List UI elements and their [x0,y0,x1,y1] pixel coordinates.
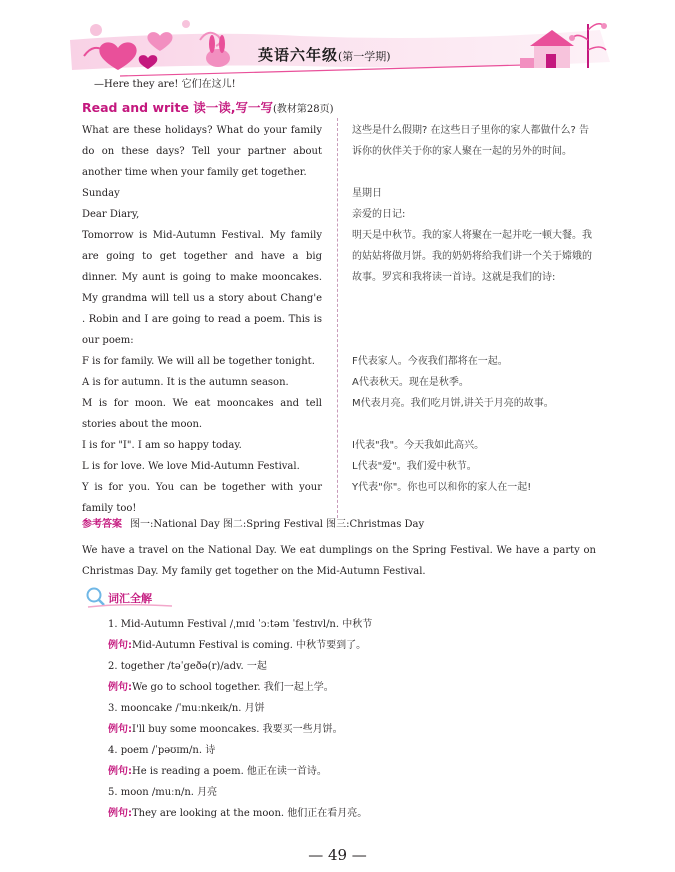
chinese-poem-line: F代表家人。今夜我们都将在一起。 [352,356,508,367]
top-line: —Here they are! 它们在这儿! [94,79,236,90]
english-column [82,120,322,519]
vocab-example [108,761,588,782]
english-poem-line: A is for autumn. It is the autumn season. [82,377,289,388]
vocab-example [108,635,588,656]
chinese-day: 星期日 [352,188,382,199]
magnifier-icon [88,589,101,602]
vocab-entry: 3. mooncake /ˈmuːnkeɪk/n. 月饼 [108,703,265,714]
english-poem-line: I is for "I". I am so happy today. [82,440,242,451]
english-poem-line: F is for family. We will all be together tonight. [82,356,315,367]
section-title [82,98,334,116]
vocab-title: 词汇全解 [108,592,152,605]
answer-label: 参考答案 [82,519,122,530]
chinese-poem-line: L代表"爱"。我们爱中秋节。 [352,461,477,472]
chinese-column [352,120,598,498]
section-title-note: (教材第28页) [273,104,334,115]
vocab-example [108,719,588,740]
example-text: I'll buy some mooncakes. 我要买一些月饼。 [132,724,343,735]
vocab-list [108,614,588,824]
english-poem-line: L is for love. We love Mid-Autumn Festival. [82,461,300,472]
answer-text: We have a travel on the National Day. We eat dumplings on the Spring Festival. We have a party on Christmas Day. My family get together on the Mid-Autumn Festival. [82,545,596,577]
example-text: They are looking at the moon. 他们正在看月亮。 [132,808,368,819]
vocab-entry: 1. Mid-Autumn Festival /ˌmɪd ˈɔːtəm ˈfestɪvl/n. 中秋节 [108,619,373,630]
english-body: Tomorrow is Mid-Autumn Festival. My family are going to get together and have a big dinner. My aunt is going to make mooncakes. My grandma will tell us a story about Chang'e . Robin and I are going to read a poem. This is our poem: [82,230,322,346]
vocab-entry: 2. together /təˈgeðə(r)/adv. 一起 [108,661,267,672]
chinese-poem-line: Y代表"你"。你也可以和你的家人在一起! [352,482,532,493]
page-number: — 49 — [308,846,367,864]
answer-row [82,518,424,532]
example-text: We go to school together. 我们一起上学。 [132,682,334,693]
book-title [258,44,391,65]
example-text: Mid-Autumn Festival is coming. 中秋节要到了。 [132,640,367,651]
example-label: 例句: [108,640,132,651]
page-header [0,0,675,80]
english-intro: What are these holidays? What do your family do on these days? Tell your partner about another time when your family get together. [82,125,322,178]
example-text: He is reading a poem. 他正在读一首诗。 [132,766,327,777]
chinese-salutation: 亲爱的日记: [352,209,406,220]
header-decoration [0,0,675,80]
chinese-intro: 这些是什么假期? 在这些日子里你的家人都做什么? 告诉你的伙伴关于你的家人聚在一起的另外的时间。 [352,125,589,157]
vocab-entry: 5. moon /muːn/n. 月亮 [108,787,218,798]
book-title-main: 英语六年级 [258,46,339,64]
vocab-example [108,803,588,824]
example-label: 例句: [108,682,132,693]
example-label: 例句: [108,724,132,735]
chinese-poem-line: A代表秋天。现在是秋季。 [352,377,469,388]
example-label: 例句: [108,766,132,777]
english-salutation: Dear Diary, [82,209,140,220]
chinese-poem-line: M代表月亮。我们吃月饼,讲关于月亮的故事。 [352,398,554,409]
example-label: 例句: [108,808,132,819]
vocab-example [108,677,588,698]
answer-pictures: 图一:National Day 图二:Spring Festival 图三:Christmas Day [130,519,425,530]
book-title-sub: (第一学期) [338,50,391,63]
section-title-text: Read and write 读一读,写一写 [82,100,274,115]
column-divider [337,118,338,518]
english-poem-line: Y is for you. You can be together with your family too! [82,482,322,514]
english-day: Sunday [82,188,120,199]
chinese-poem-line: I代表"我"。今天我如此高兴。 [352,440,485,451]
chinese-body: 明天是中秋节。我的家人将聚在一起并吃一顿大餐。我的姑姑将做月饼。我的奶奶将给我们讲一个关于嫦娥的故事。罗宾和我将读一首诗。这就是我们的诗: [352,230,592,283]
vocab-entry: 4. poem /ˈpəʊɪm/n. 诗 [108,745,216,756]
english-poem-line: M is for moon. We eat mooncakes and tell stories about the moon. [82,398,322,430]
